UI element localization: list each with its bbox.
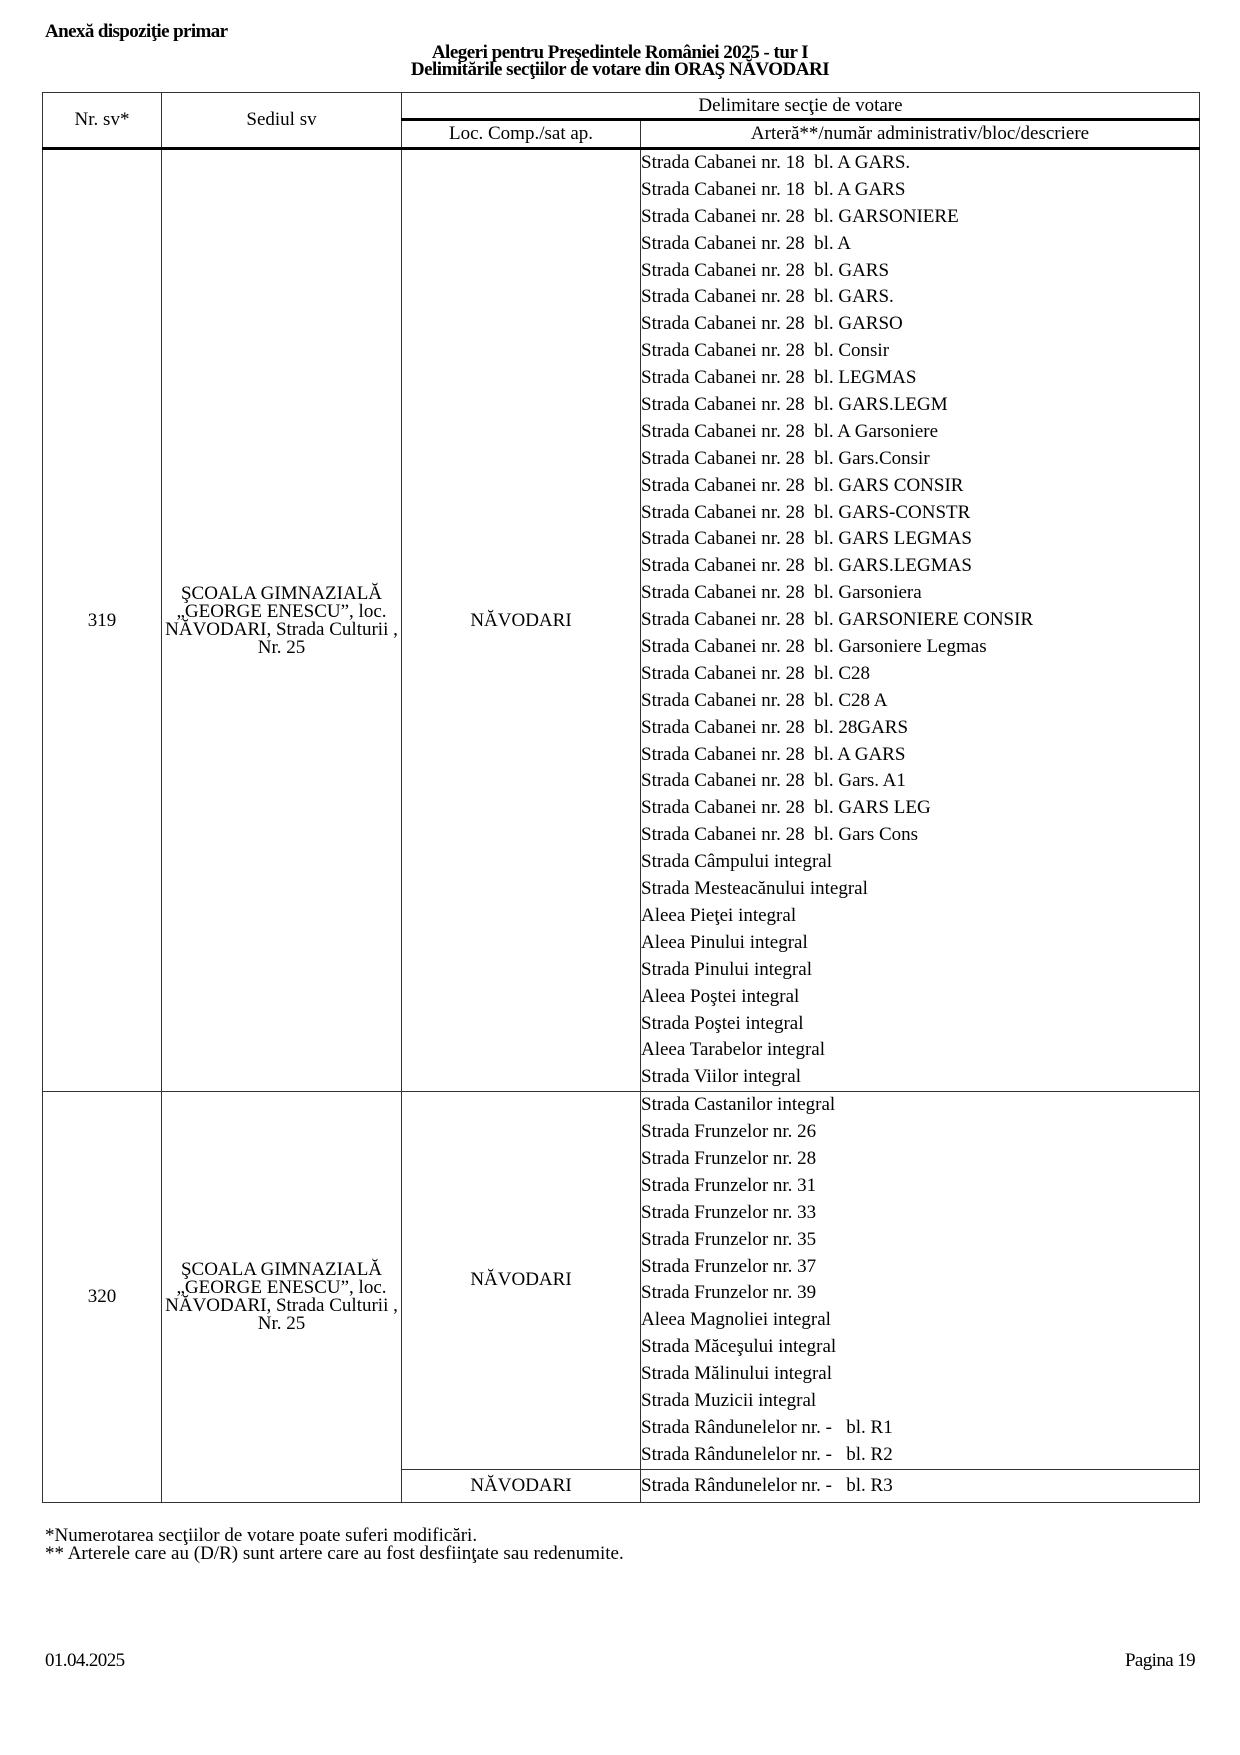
street-item: Strada Cabanei nr. 18 bl. A GARS. xyxy=(641,152,911,173)
street-item: Strada Cabanei nr. 28 bl. GARS.LEGMAS xyxy=(641,555,972,577)
street-item: Strada Cabanei nr. 28 bl. A Garsoniere xyxy=(641,420,939,442)
footer-date: 01.04.2025 xyxy=(45,1650,125,1671)
street-item: Strada Mesteacănului integral xyxy=(641,878,868,900)
street-item: Strada Cabanei nr. 28 bl. Gars Cons xyxy=(641,824,919,846)
street-item: Strada Cabanei nr. 28 bl. Gars. A1 xyxy=(641,770,906,792)
street-item: Strada Rândunelelor nr. - bl. R1 xyxy=(641,1416,893,1438)
street-item: Strada Cabanei nr. 28 bl. LEGMAS xyxy=(641,367,917,389)
street-item: Strada Cabanei nr. 28 bl. Gars.Consir xyxy=(641,447,930,469)
street-item: Aleea Poştei integral xyxy=(641,985,800,1007)
header-delimitare: Delimitare secţie de votare xyxy=(402,93,1200,120)
header-nr-sv: Nr. sv* xyxy=(43,93,162,149)
street-item: Strada Măceşului integral xyxy=(641,1336,837,1358)
street-item: Strada Cabanei nr. 28 bl. GARS-CONSTR xyxy=(641,501,971,523)
title-line-2: Delimitările secţiilor de votare din ORAŞ NĂVODARI xyxy=(410,59,830,80)
locality: NĂVODARI xyxy=(402,149,641,1092)
street-item: Aleea Pinului integral xyxy=(641,931,808,953)
street-item: Strada Rândunelelor nr. - bl. R2 xyxy=(641,1443,893,1465)
street-item: Strada Frunzelor nr. 37 xyxy=(641,1255,817,1277)
street-item: Strada Rândunelelor nr. - bl. R3 xyxy=(641,1469,1200,1502)
section-number: 320 xyxy=(43,1092,162,1502)
section-venue: ŞCOALA GIMNAZIALĂ „GEORGE ENESCU”, loc. NĂVODARI, Strada Culturii , Nr. 25 xyxy=(162,1092,402,1502)
header-sediul-sv: Sediul sv xyxy=(162,93,402,149)
section-number: 319 xyxy=(43,149,162,1092)
street-item: Strada Cabanei nr. 28 bl. Garsoniere Legmas xyxy=(641,636,987,658)
section-venue: ŞCOALA GIMNAZIALĂ „GEORGE ENESCU”, loc. NĂVODARI, Strada Culturii , Nr. 25 xyxy=(162,149,402,1092)
street-item: Strada Cabanei nr. 28 bl. A GARS xyxy=(641,743,906,765)
locality: NĂVODARI xyxy=(402,1469,641,1502)
title-line-1: Alegeri pentru Preşedintele României 2025 - tur I xyxy=(431,42,809,63)
street-item: Strada Cabanei nr. 28 bl. Consir xyxy=(641,340,890,362)
document-title xyxy=(300,44,940,78)
street-list xyxy=(641,1092,1200,1469)
street-item: Strada Cabanei nr. 28 bl. GARS. xyxy=(641,286,894,308)
table-row-320 xyxy=(43,1092,1200,1469)
street-item: Strada Viilor integral xyxy=(641,1066,801,1088)
street-item: Strada Cabanei nr. 28 bl. Garsoniera xyxy=(641,582,922,604)
street-item: Strada Frunzelor nr. 33 xyxy=(641,1201,817,1223)
street-item: Strada Frunzelor nr. 35 xyxy=(641,1228,817,1250)
street-item: Strada Cabanei nr. 28 bl. GARSO xyxy=(641,313,903,335)
street-item: Strada Cabanei nr. 28 bl. GARS LEGMAS xyxy=(641,528,972,550)
footnotes xyxy=(45,1527,624,1563)
street-item: Strada Frunzelor nr. 31 xyxy=(641,1174,817,1196)
polling-sections-table xyxy=(42,92,1200,1503)
street-item: Strada Câmpului integral xyxy=(641,851,833,873)
street-list xyxy=(641,149,1200,1092)
street-item: Strada Frunzelor nr. 26 xyxy=(641,1121,817,1143)
street-item: Strada Frunzelor nr. 39 xyxy=(641,1282,817,1304)
street-item: Strada Cabanei nr. 28 bl. GARS CONSIR xyxy=(641,474,964,496)
annex-label: Anexă dispoziţie primar xyxy=(45,21,228,42)
header-artera: Arteră**/număr administrativ/bloc/descriere xyxy=(641,120,1200,149)
street-item: Strada Cabanei nr. 28 bl. 28GARS xyxy=(641,716,909,738)
street-item: Strada Cabanei nr. 28 bl. A xyxy=(641,232,852,254)
footnote-arteries: ** Arterele care au (D/R) sunt artere care au fost desfiinţate sau redenumite. xyxy=(45,1543,624,1564)
street-item: Strada Castanilor integral xyxy=(641,1094,836,1116)
street-item: Strada Cabanei nr. 28 bl. C28 A xyxy=(641,689,888,711)
street-item: Strada Pinului integral xyxy=(641,958,812,980)
header-loc-comp: Loc. Comp./sat ap. xyxy=(402,120,641,149)
street-item: Strada Poştei integral xyxy=(641,1012,804,1034)
street-item: Strada Cabanei nr. 28 bl. GARS LEG xyxy=(641,797,931,819)
page-number: Pagina 19 xyxy=(1124,1650,1195,1671)
street-item: Strada Cabanei nr. 28 bl. GARSONIERE CONSIR xyxy=(641,609,1034,631)
street-item: Aleea Magnoliei integral xyxy=(641,1309,831,1331)
street-item: Strada Cabanei nr. 18 bl. A GARS xyxy=(641,178,906,200)
street-item: Strada Cabanei nr. 28 bl. GARSONIERE xyxy=(641,205,959,227)
street-item: Aleea Pieţei integral xyxy=(641,904,797,926)
street-item: Aleea Tarabelor integral xyxy=(641,1039,825,1061)
street-item: Strada Cabanei nr. 28 bl. GARS.LEGM xyxy=(641,394,948,416)
street-item: Strada Cabanei nr. 28 bl. C28 xyxy=(641,662,871,684)
street-item: Strada Muzicii integral xyxy=(641,1389,817,1411)
locality: NĂVODARI xyxy=(402,1092,641,1469)
street-item: Strada Cabanei nr. 28 bl. GARS xyxy=(641,259,890,281)
footnote-numbering: *Numerotarea secţiilor de votare poate suferi modificări. xyxy=(45,1525,478,1546)
street-item: Strada Mălinului integral xyxy=(641,1363,833,1385)
table-row-319 xyxy=(43,149,1200,1092)
street-item: Strada Frunzelor nr. 28 xyxy=(641,1147,817,1169)
